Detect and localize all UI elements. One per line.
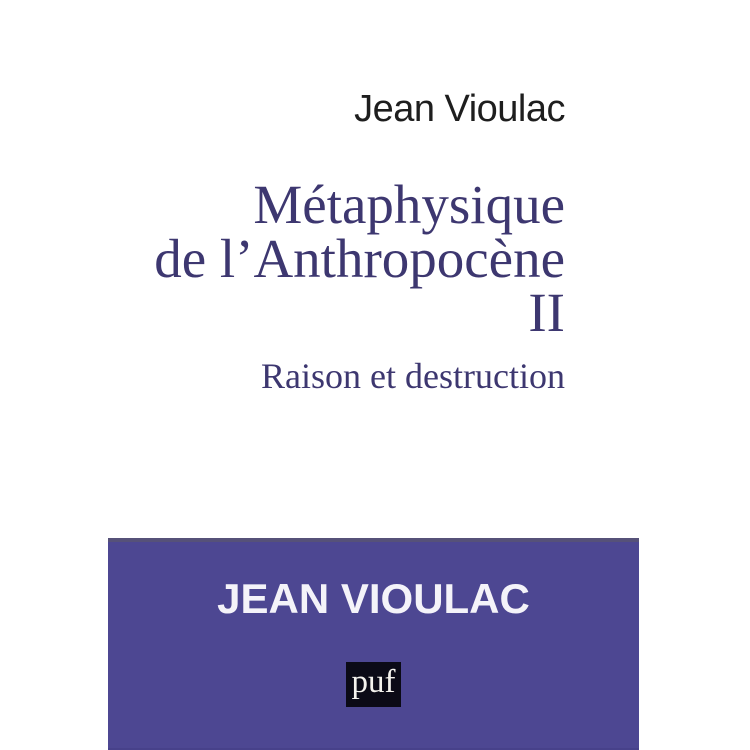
book-title-line-2: de l’Anthropocène [154,228,565,289]
publisher-logo-box [346,662,401,707]
author-banner-text: JEAN VIOULAC [217,575,530,622]
book-title [48,174,565,343]
publisher-logo: puf [351,664,396,700]
book-cover [108,0,639,750]
book-subtitle: Raison et destruction [261,356,565,396]
book-title-line-1: Métaphysique [253,174,565,235]
book-title-line-3: II [528,282,565,343]
author-name: Jean Vioulac [354,88,565,130]
author-banner [108,538,639,750]
